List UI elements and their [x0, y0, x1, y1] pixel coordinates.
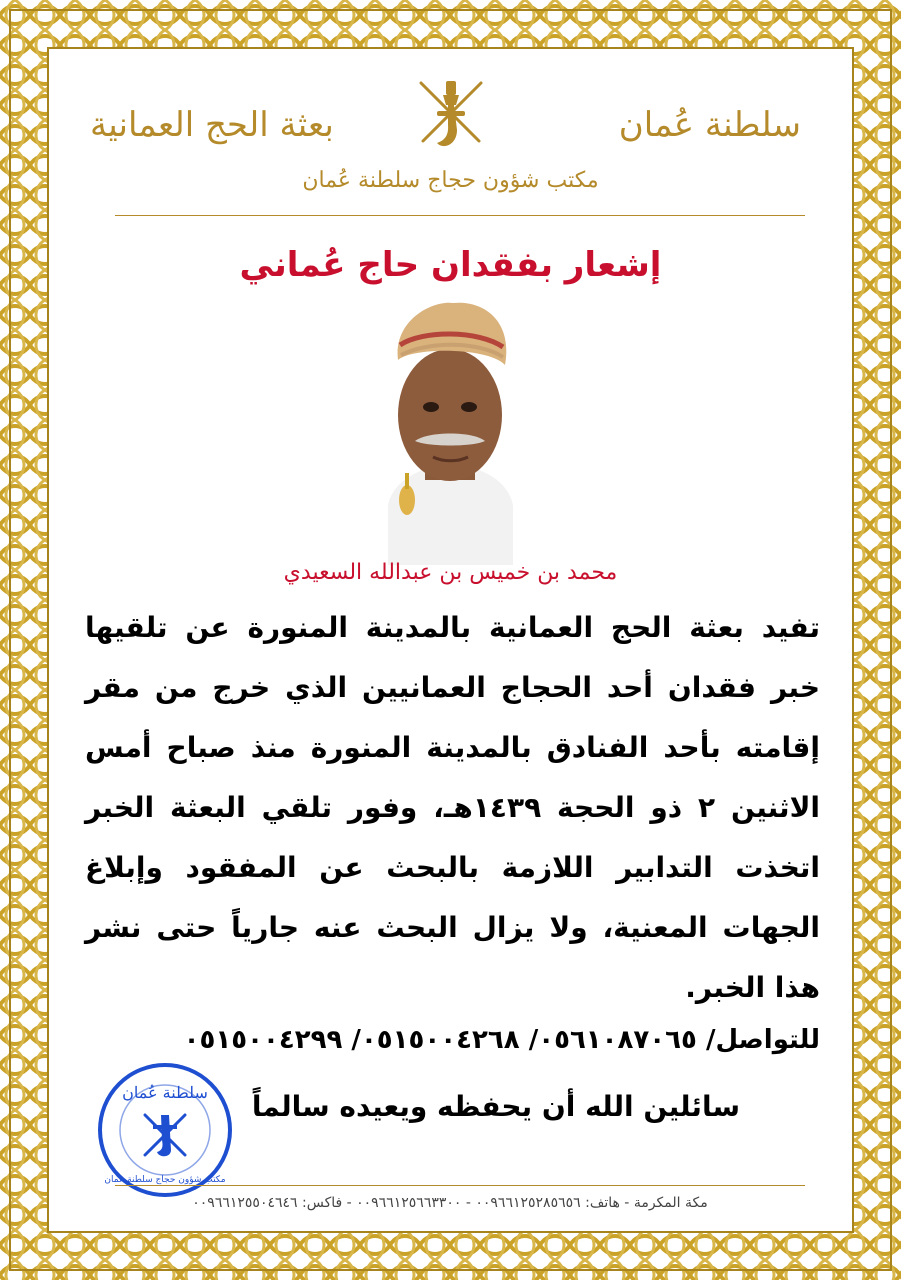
- sultanate-title: سلطنة عُمان: [618, 105, 801, 145]
- footer-divider: [115, 1185, 805, 1186]
- khanjar-emblem-icon: [413, 75, 489, 165]
- letterhead: [50, 50, 851, 220]
- closing-prayer: سائلين الله أن يحفظه ويعيده سالماً: [251, 1090, 740, 1123]
- notice-body: تفيد بعثة الحج العمانية بالمدينة المنورة عن تلقيها خبر فقدان أحد الحجاج العمانيين الذي خرج من مقر إقامته بأحد الفنادق بالمدينة المنورة منذ صباح أمس الاثنين ٢ ذو الحجة ١٤٣٩هـ، وفور تلقي البعثة الخبر اتخذت التدابير اللازمة بالبحث عن المفقود وإبلاغ الجهات المعنية، ولا يزال البحث عنه جارياً حتى نشر هذا الخبر.: [85, 611, 821, 1004]
- stamp-top-text: سلطنة عُمان: [122, 1083, 208, 1102]
- office-subtitle: مكتب شؤون حجاج سلطنة عُمان: [302, 168, 599, 193]
- contact-numbers: للتواصل/ ٠٥٦١٠٨٧٠٦٥/ ٠٥١٥٠٠٤٢٦٨/ ٠٥١٥٠٠٤٢٩٩: [183, 1025, 820, 1055]
- footer-contact-line: مكة المكرمة - هاتف: ٠٠٩٦٦١٢٥٢٨٥٦٥٦ - ٠٠٩٦٦١٢٥٦٦٣٣٠٠ - فاكس: ٠٠٩٦٦١٢٥٥٠٤٦٤٦: [192, 1195, 708, 1211]
- missing-person-name: محمد بن خميس بن عبدالله السعيدي: [283, 560, 618, 585]
- official-stamp: [95, 1060, 235, 1200]
- header-divider: [115, 215, 805, 216]
- stamp-bottom-text: مكتب شؤون حجاج سلطنة عمان: [104, 1175, 226, 1185]
- notice-content: [50, 50, 851, 1230]
- hajj-mission-title: بعثة الحج العمانية: [90, 105, 334, 145]
- notice-title: إشعار بفقدان حاج عُماني: [239, 245, 662, 285]
- missing-person-photo: [373, 295, 528, 565]
